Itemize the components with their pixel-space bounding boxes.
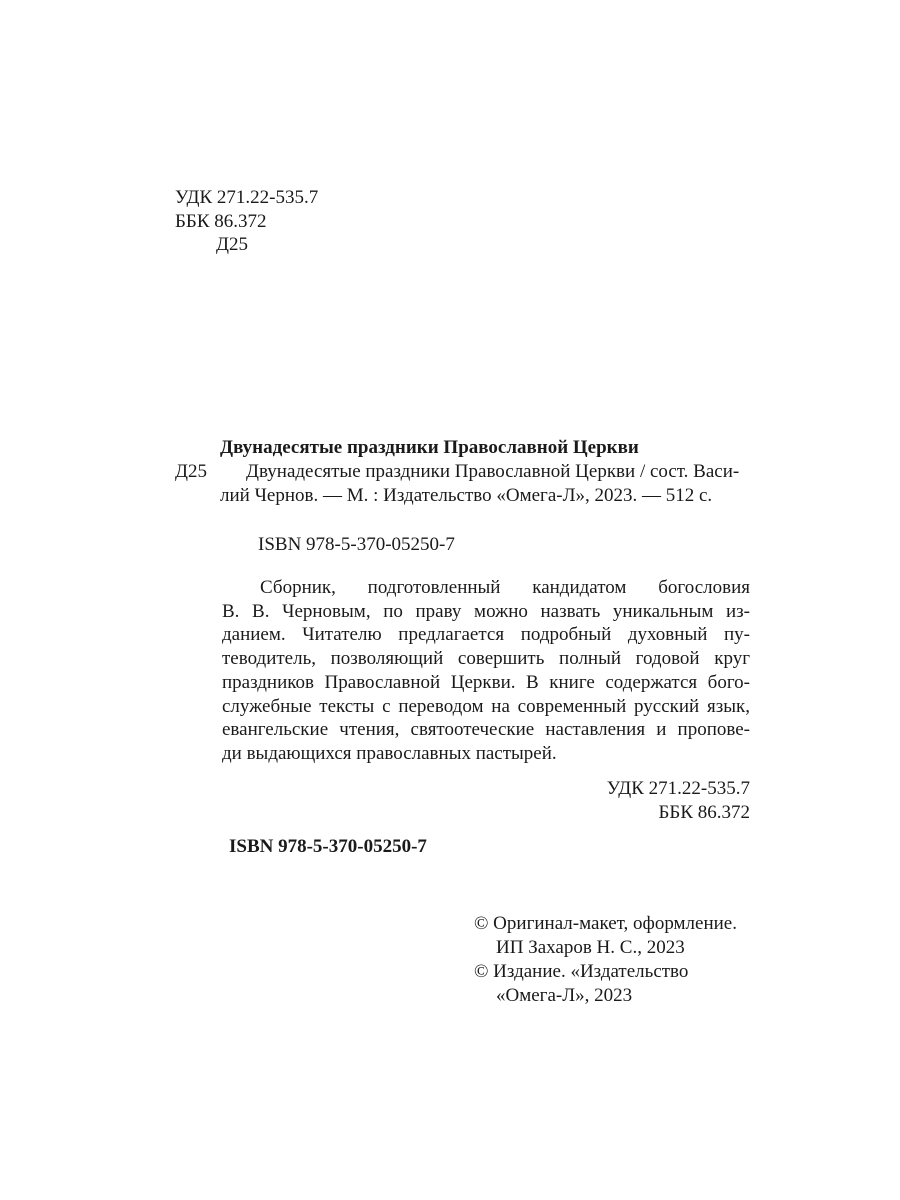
bbk-code-right: ББК 86.372: [658, 802, 750, 823]
annotation-line: служебные тексты с переводом на современный русский язык,: [222, 695, 750, 717]
annotation-line: В. В. Черновым, по праву можно назвать уникальным из-: [222, 600, 750, 622]
author-mark-top: Д25: [216, 234, 248, 255]
annotation-line: ди выдающихся православных пастырей.: [222, 742, 557, 764]
bibliographic-line-2: лий Чернов. — М. : Издательство «Омега-Л», 2023. — 512 с.: [220, 485, 713, 506]
copyright-line-2: ИП Захаров Н. С., 2023: [496, 937, 685, 958]
annotation-line: евангельские чтения, святоотеческие наставления и пропове-: [222, 719, 750, 741]
bbk-code-top: ББК 86.372: [175, 211, 267, 232]
book-title: Двунадесятые праздники Православной Церкви: [220, 437, 639, 458]
annotation-line: Сборник, подготовленный кандидатом богословия: [260, 577, 750, 598]
author-mark-side: Д25: [175, 461, 207, 482]
isbn-record: ISBN 978-5-370-05250-7: [258, 534, 455, 555]
annotation-line: праздников Православной Церкви. В книге содержатся бого-: [222, 671, 750, 693]
copyright-line-4: «Омега-Л», 2023: [496, 985, 633, 1006]
annotation-line: теводитель, позволяющий совершить полный годовой круг: [222, 648, 750, 670]
copyright-line-1: © Оригинал-макет, оформление.: [474, 913, 737, 934]
copyright-line-3: © Издание. «Издательство: [474, 961, 689, 982]
bibliographic-line-1: Двунадесятые праздники Православной Церкви / сост. Васи-: [246, 461, 740, 482]
annotation-paragraph: [222, 576, 750, 766]
isbn-bold: ISBN 978-5-370-05250-7: [229, 836, 427, 857]
udk-code-top: УДК 271.22-535.7: [175, 187, 319, 208]
annotation-line: данием. Читателю предлагается подробный духовный пу-: [222, 624, 750, 646]
udk-code-right: УДК 271.22-535.7: [606, 778, 750, 799]
